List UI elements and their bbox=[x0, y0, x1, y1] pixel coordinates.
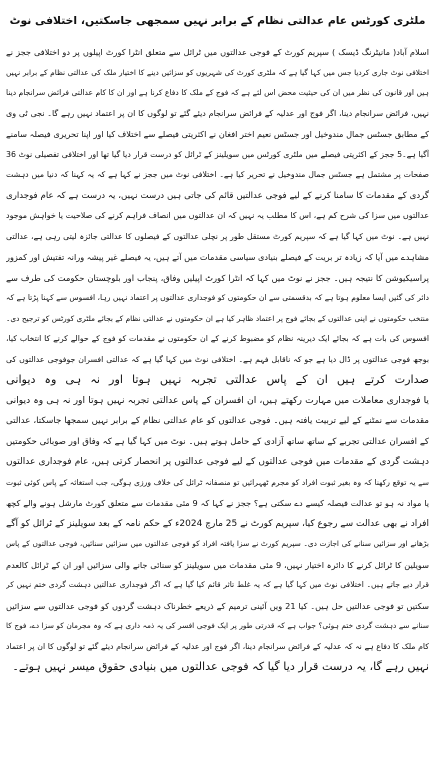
article-line: افسوس کی بات ہے کہ بجائے ایک دیرینہ نظام کو مضبوط کرنے کے ان حکومتوں نے مقدمات کو فوج کے حوالے کرنے کا انتخاب کیا، bbox=[6, 334, 429, 343]
article-line: کے مطابق جسٹس جمال مندوخیل اور جسٹس نعیم اختر افغان نے اکثریتی فیصلے سے اختلاف کیا اور اپنا تحریری فیصلہ سامنے bbox=[6, 129, 429, 139]
article-line: سے یہ توقع رکھنا کہ وہ بغیر ثبوت افراد کو مجرم ٹھہرائیں تو منصفانہ ٹرائل کی خلاف ورزی ہوگی، جب استغاثہ کے پاس کوئی ثبوت bbox=[6, 477, 429, 487]
article-line: سنانے سے دہشت گردی ختم ہوئی؟ جواب ہے کہ قدرتی طور پر ایک فوجی افسر کی یہ ذمہ داری ہے کہ وہ مجرمان کو سزا دے، فوج کا bbox=[6, 621, 429, 630]
article-line: کے افسران عدالتی تجربے کے ساتھ ساتھ آزادی کے حامل ہوتے ہیں۔ نوٹ میں کہا گیا ہے کہ وفاق اور صوبائی حکومتیں bbox=[6, 436, 429, 447]
article-line: بڑھانے اور سزائیں سنانے کی اجازت دی۔ سپریم کورٹ نے سزا یافتہ افراد کو فوجی عدالتوں میں سزائیں سنائیں، فوجی عدالتوں کے پاس bbox=[6, 539, 429, 548]
article-line: منتخب حکومتوں نے اپنی عدالتوں کے بجائے فوج پر اعتماد ظاہر کیا ہے ان حکومتوں نے عدالتی نظام کے بجائے ملٹری کورٹس کو ترجیح دی۔ bbox=[6, 313, 429, 323]
article-line: یا فوجداری معاملات میں مہارت رکھتے ہیں، ان افسران کے پاس عدالتی تجربہ نہیں ہوتا اور نہ ہی وہ دیوانی bbox=[6, 394, 429, 406]
article-body bbox=[6, 42, 429, 678]
article-line: یا مواد نہ ہو تو عدالت فیصلہ کیسے دے سکتی ہے؟ ججز نے کہا کہ 9 مئی مقدمات سے متعلق کورٹ مارشل ہونے والے کچھ bbox=[6, 498, 429, 508]
article-line: پراسیکیوشن کا نتیجہ ہیں۔ ججز نے نوٹ میں کہا کہ انٹرا کورٹ اپیلیں وفاق، پنجاب اور بلوچستان حکومت کی طرف سے bbox=[6, 272, 429, 283]
article-line: دائر کی گئیں ایسا معلوم ہوتا ہے کہ بدقسمتی سے ان حکومتوں کو فوجداری عدالتوں پر اعتماد نہیں رہا، افسوس سے کہنا پڑتا ہے کہ bbox=[6, 293, 429, 302]
article-line: صفحات پر مشتمل ہے جسٹس جمال مندوخیل نے تحریر کیا ہے۔ اختلافی نوٹ میں ججز نے کہا ہے کہ یہ کہنا کہ دنیا میں دہشت bbox=[6, 170, 429, 179]
article-line: اسلام آباد( مانیٹرنگ ڈیسک ) سپریم کورٹ کے فوجی عدالتوں میں ٹرائل سے متعلق انٹرا کورٹ اپیلوں پر دو اختلافی ججز نے bbox=[6, 47, 429, 57]
article-line: نہیں ہے۔ نوٹ میں کہا گیا ہے کہ سپریم کورٹ مستقل طور پر نچلی عدالتوں کے فیصلوں کا عدالتی جائزہ لیتی رہی ہے، عدالتی bbox=[6, 231, 429, 241]
article-line: دہشت گردی کے مقدمات میں فوجی عدالتوں کے لیے فوجی عدالتوں پر انحصار کرتی ہیں، عام فوجداری عدالتوں bbox=[6, 457, 429, 467]
article-line: سویلین کا ٹرائل کرنے کا دائرہ اختیار نہیں، 9 مئی مقدمات میں سویلینز کو سنائی جانے والی سزائیں اور ان کے ٹرائل کالعدم bbox=[6, 559, 429, 570]
article-line: مشاہدے میں آیا کہ زیادہ تر بریت کے فیصلے بنیادی سیاسی مقدمات میں آتے ہیں، یہ فیصلے غیر پیشہ ورانہ تفتیش اور کمزور bbox=[6, 252, 429, 262]
headline: ملٹری کورٹس عام عدالتی نظام کے برابر نہیں سمجھی جاسکتیں، اختلافی نوٹ bbox=[9, 14, 426, 27]
article-line: عدالتوں میں سزا کی شرح کم ہے، اس کا مطلب یہ نہیں کہ ان عدالتوں میں انصاف فراہم کرنے کی صلاحیت یا خواہش موجود bbox=[6, 211, 429, 220]
article-line: افراد نے بھی عدالت سے رجوع کیا، سپریم کورٹ نے 25 مارچ 2024ء کے حکم نامہ کے بعد سویلینز کے ٹرائل کو آگے bbox=[6, 518, 429, 529]
article-line: بوجھ فوجی عدالتوں پر ڈال دیا ہے جو کہ ناقابل فہم ہے۔ اختلافی نوٹ میں کہا گیا ہے کہ عدالتی افسران جوفوجی عدالتوں کی bbox=[6, 354, 429, 364]
article-line: ہیں اور قانون کی نظر میں ان کی حیثیت محض اس لئے ہے کہ فوج کے ملک کا دفاع کرنا ہے اور ان کا کام عدالتی فرائض سرانجام دینا bbox=[6, 88, 429, 97]
article-line: نہیں، فرائض سرانجام دینا، اگر فوج اور عدلیہ کے فرائض سرانجام دیئے گئے تو لوگوں کا ان پر اعتماد نہیں رہے گا۔ نجی ٹی وی bbox=[6, 108, 429, 118]
article-line: نہیں رہے گا، یہ درست قرار دیا گیا کہ فوجی عدالتوں میں بنیادی حقوق میسر نہیں ہوتے۔ bbox=[12, 660, 429, 673]
article-line: اختلافی نوٹ جاری کردیا جس میں کہا گیا ہے کہ ملٹری کورٹ کی شہریوں کو سزائیں دینے کا اختیار ملک کی عدالتی نظام کے برابر نہیں bbox=[6, 67, 429, 77]
article-line: صدارت کرتے ہیں ان کے پاس عدالتی تجربہ نہیں ہوتا اور نہ ہی وہ دیوانی bbox=[6, 373, 429, 386]
article-line: مقدمات سے نمٹنے کے لیے تربیت یافتہ ہیں۔ فوجی عدالتوں کو عام عدالتی نظام کے برابر نہیں سمجھا جاسکتا، عدالتی bbox=[6, 416, 429, 426]
article-line: سکتیں تو فوجی عدالتیں حل ہیں۔ کیا 21 ویں آئینی ترمیم کے ذریعے خطرناک دہشت گردوں کو فوجی عدالتوں سے سزائیں bbox=[6, 600, 429, 611]
article-line: گردی کے مقدمات کا سامنا کرنے کے لیے فوجی عدالتیں قائم کی جاتی ہیں درست نہیں، یہ درست ہے کہ عام فوجداری bbox=[6, 190, 429, 201]
article-line: کام ملک کا دفاع ہے نہ کہ عدلیہ کے فرائض سرانجام دینا، اگر فوج اور عدلیہ کے فرائض سرانجام دیئے گئے تو لوگوں کا ان پر اعتماد bbox=[6, 641, 429, 651]
article-line: قرار دیے جاتے ہیں۔ اختلافی نوٹ میں کہا گیا ہے کہ یہ غلط تاثر قائم کیا گیا ہے کہ اگر فوجداری عدالتیں دہشت گردی ختم نہیں کر bbox=[6, 580, 429, 589]
article-line: آگیا ہے۔5 ججز کے اکثریتی فیصلے میں ملٹری کورٹس میں سویلینز کے ٹرائل کو درست قرار دیا گیا تھا اور اختلافی تفصیلی نوٹ 36 bbox=[6, 149, 429, 159]
